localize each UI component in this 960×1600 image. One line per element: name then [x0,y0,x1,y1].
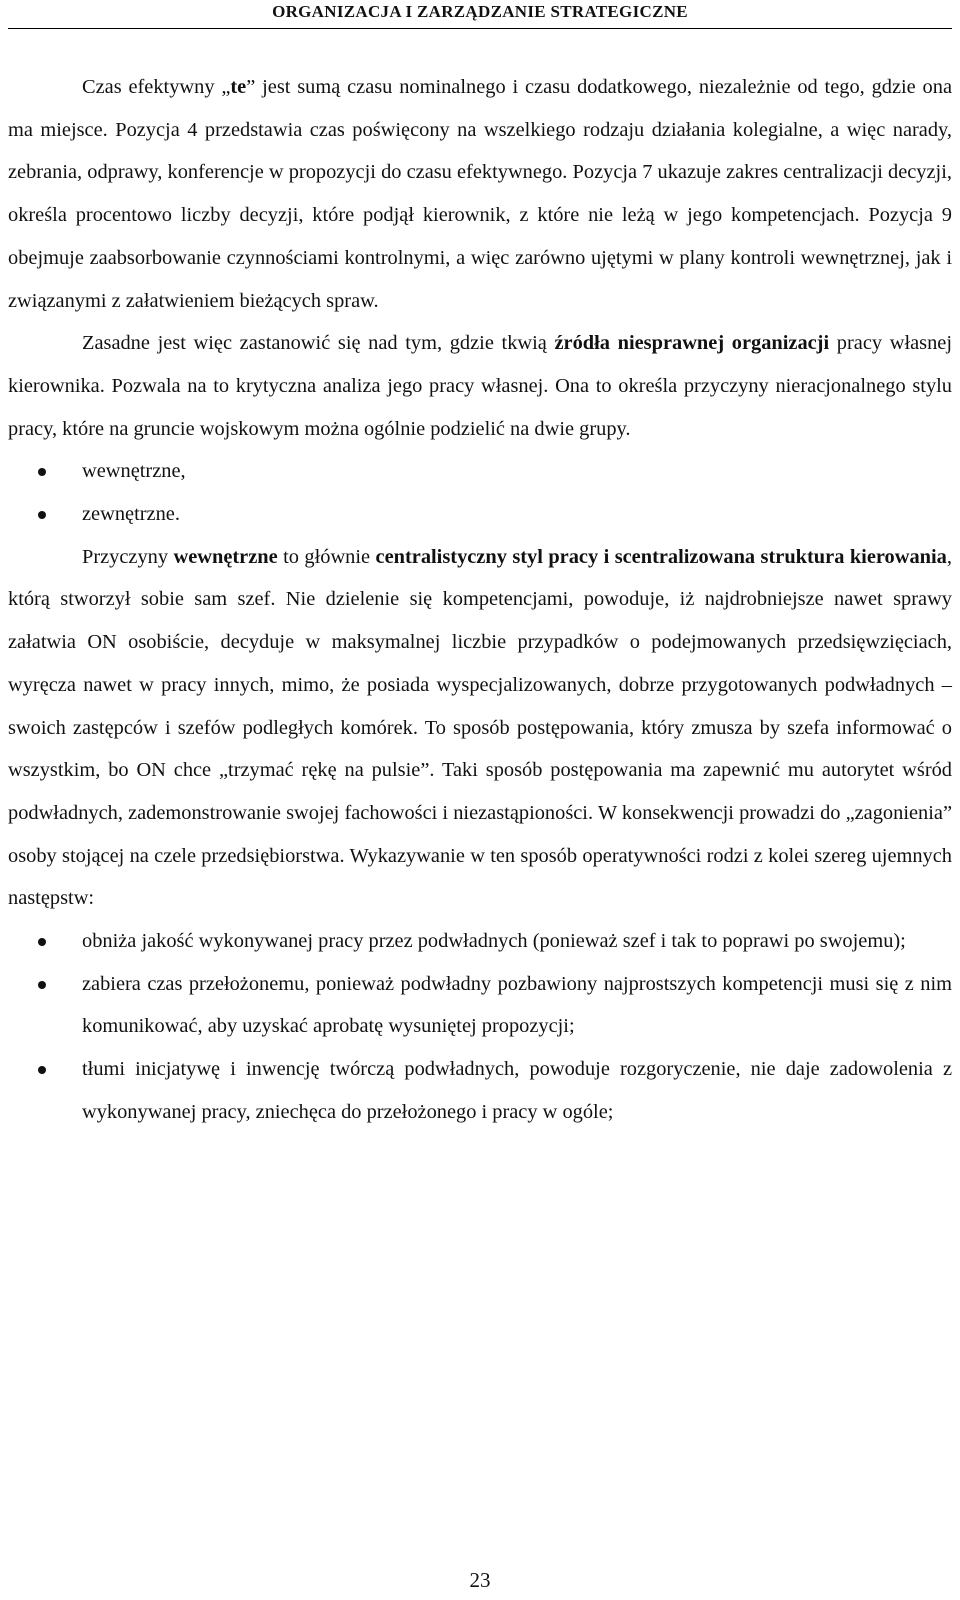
bold-term-te: te [230,76,247,98]
paragraph-text: Zasadne jest więc zastanowić się nad tym, gdzie tkwią [82,332,555,355]
header-title: ORGANIZACJA I ZARZĄDZANIE STRATEGICZNE [272,2,688,21]
list-item-text: zewnętrzne. [82,503,180,526]
bullet-icon [38,511,46,519]
bullet-icon [38,468,46,476]
running-header [8,0,952,29]
bold-term-centralist-style: centralistyczny styl pracy i scentralizowana struktura kierowania [375,545,947,568]
list-item-text: tłumi inicjatywę i inwencję twórczą podwładnych, powoduje rozgoryczenie, nie daje zadowolenia z wykonywanej pracy, zniechęca do przełożonego i pracy w ogóle; [82,1058,952,1123]
paragraph-text: Czas efektywny „ [82,76,231,98]
paragraph-effective-time [8,66,952,322]
list-item [8,1048,952,1133]
list-item [8,963,952,1048]
list-item [8,493,952,536]
bullet-icon [38,1066,46,1074]
paragraph-text: ” jest sumą czasu nominalnego i czasu dodatkowego, niezależnie od tego, gdzie ona ma miejsce. Pozycja 4 przedstawia czas poświęcony na wszelkiego rodzaju działania kolegialne, a więc narady, zebrania, odprawy, konferencje w propozycji do czasu efektywnego. Pozycja 7 ukazuje zakres centralizacji decyzji, określa procentowo liczby decyzji, które podjął kierownik, z które nie leżą w jego kompetencjach. Pozycja 9 obejmuje zaabsorbowanie czynnościami kontrolnymi, a więc zarówno ujętymi w plany kontroli wewnętrznej, jak i związanymi z załatwieniem bieżących spraw. [8,76,952,312]
bullet-icon [38,981,46,989]
list-item [8,920,952,963]
paragraph-text: , którą stworzył sobie sam szef. Nie dzielenie się kompetencjami, powoduje, iż najdrobniejsze nawet sprawy załatwia ON osobiście, decyduje w maksymalnej liczbie przypadków o podejmowanych przedsięwzięciach, wyręcza nawet w pracy innych, mimo, że posiada wyspecjalizowanych, dobrze przygotowanych podwładnych – swoich zastępców i szefów podległych komórek. To sposób postępowania, który zmusza by szefa informować o wszystkim, bo ON chce „trzymać rękę na pulsie”. Taki sposób postępowania ma zapewnić mu autorytet wśród podwładnych, zademonstrowanie swojej fachowości i niezastąpioności. W konsekwencji prowadzi do „zagonienia” osoby stojącej na czele przedsiębiorstwa. Wykazywanie w ten sposób operatywności rodzi z kolei szereg ujemnych następstw: [8,545,952,910]
list-item [8,450,952,493]
bold-term-sources: źródła niesprawnej organizacji [554,332,830,355]
paragraph-text: Przyczyny [82,545,174,568]
bold-term-internal: wewnętrzne [173,545,278,568]
list-item-text: wewnętrzne, [82,460,186,483]
paragraph-text: pracy własnej kierownika. Pozwala na to krytyczna analiza jego pracy własnej. Ona to określa przyczyny nieracjonalnego stylu pracy, które na gruncie wojskowym można ogólnie podzielić na dwie grupy. [8,332,953,440]
list-item-text: obniża jakość wykonywanej pracy przez podwładnych (ponieważ szef i tak to poprawi po swojemu); [82,930,906,953]
document-body [8,66,952,1134]
bullet-icon [38,938,46,946]
paragraph-sources [8,322,952,450]
page-number [0,1566,960,1594]
cause-types-list [8,450,952,535]
paragraph-internal-causes [8,536,952,920]
consequences-list [8,920,952,1134]
page-number-text: 23 [469,1568,491,1592]
list-item-text: zabiera czas przełożonemu, ponieważ podwładny pozbawiony najprostszych kompetencji musi się z nim komunikować, aby uzyskać aprobatę wysuniętej propozycji; [82,972,952,1038]
paragraph-text: to głównie [277,545,376,568]
